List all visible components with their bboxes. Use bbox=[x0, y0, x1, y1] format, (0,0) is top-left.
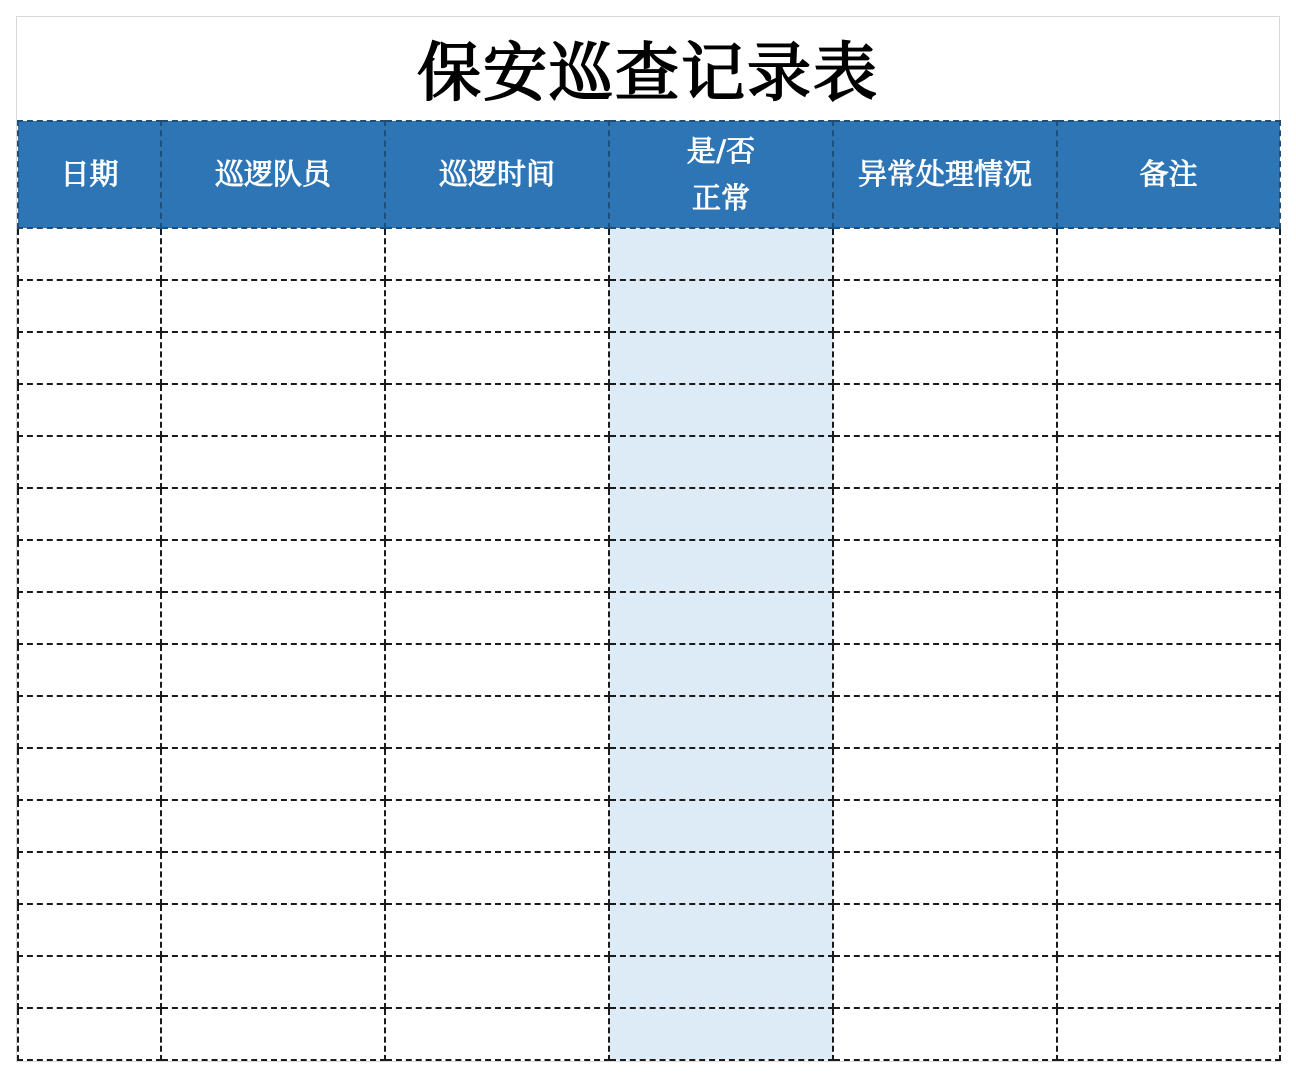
cell-is-normal[interactable] bbox=[609, 644, 833, 696]
cell-patrol-member[interactable] bbox=[161, 436, 385, 488]
patrol-record-table bbox=[17, 120, 1281, 1061]
cell-remarks[interactable] bbox=[1057, 800, 1280, 852]
cell-abnormal-handling[interactable] bbox=[833, 540, 1057, 592]
cell-remarks[interactable] bbox=[1057, 696, 1280, 748]
cell-abnormal-handling[interactable] bbox=[833, 904, 1057, 956]
table-row bbox=[18, 1008, 1280, 1060]
cell-date[interactable] bbox=[18, 592, 161, 644]
cell-remarks[interactable] bbox=[1057, 384, 1280, 436]
cell-date[interactable] bbox=[18, 384, 161, 436]
cell-remarks[interactable] bbox=[1057, 852, 1280, 904]
cell-patrol-time[interactable] bbox=[385, 904, 609, 956]
cell-abnormal-handling[interactable] bbox=[833, 488, 1057, 540]
cell-patrol-time[interactable] bbox=[385, 540, 609, 592]
table-row bbox=[18, 280, 1280, 332]
table-row bbox=[18, 904, 1280, 956]
cell-patrol-time[interactable] bbox=[385, 800, 609, 852]
cell-abnormal-handling[interactable] bbox=[833, 384, 1057, 436]
cell-remarks[interactable] bbox=[1057, 280, 1280, 332]
table-row bbox=[18, 852, 1280, 904]
cell-is-normal[interactable] bbox=[609, 800, 833, 852]
cell-date[interactable] bbox=[18, 280, 161, 332]
cell-patrol-member[interactable] bbox=[161, 748, 385, 800]
header-date: 日期 bbox=[18, 121, 161, 228]
cell-date[interactable] bbox=[18, 1008, 161, 1060]
header-abnormal-handling: 异常处理情况 bbox=[833, 121, 1057, 228]
cell-patrol-member[interactable] bbox=[161, 852, 385, 904]
cell-patrol-member[interactable] bbox=[161, 592, 385, 644]
table-row bbox=[18, 488, 1280, 540]
header-row bbox=[18, 121, 1280, 228]
cell-abnormal-handling[interactable] bbox=[833, 800, 1057, 852]
cell-is-normal[interactable] bbox=[609, 488, 833, 540]
cell-date[interactable] bbox=[18, 436, 161, 488]
cell-is-normal[interactable] bbox=[609, 540, 833, 592]
header-patrol-time: 巡逻时间 bbox=[385, 121, 609, 228]
cell-patrol-member[interactable] bbox=[161, 228, 385, 280]
cell-patrol-time[interactable] bbox=[385, 748, 609, 800]
cell-abnormal-handling[interactable] bbox=[833, 332, 1057, 384]
patrol-record-sheet bbox=[16, 16, 1280, 1062]
header-is-normal: 是/否 正常 bbox=[609, 121, 833, 228]
cell-abnormal-handling[interactable] bbox=[833, 1008, 1057, 1060]
cell-date[interactable] bbox=[18, 228, 161, 280]
cell-is-normal[interactable] bbox=[609, 592, 833, 644]
cell-patrol-member[interactable] bbox=[161, 488, 385, 540]
cell-patrol-time[interactable] bbox=[385, 696, 609, 748]
cell-patrol-time[interactable] bbox=[385, 228, 609, 280]
cell-patrol-time[interactable] bbox=[385, 280, 609, 332]
table-row bbox=[18, 540, 1280, 592]
table-row bbox=[18, 384, 1280, 436]
cell-date[interactable] bbox=[18, 644, 161, 696]
cell-patrol-member[interactable] bbox=[161, 904, 385, 956]
cell-is-normal[interactable] bbox=[609, 1008, 833, 1060]
table-row bbox=[18, 228, 1280, 280]
cell-remarks[interactable] bbox=[1057, 1008, 1280, 1060]
cell-patrol-member[interactable] bbox=[161, 280, 385, 332]
cell-remarks[interactable] bbox=[1057, 436, 1280, 488]
cell-patrol-member[interactable] bbox=[161, 1008, 385, 1060]
cell-abnormal-handling[interactable] bbox=[833, 956, 1057, 1008]
cell-is-normal[interactable] bbox=[609, 748, 833, 800]
header-patrol-member: 巡逻队员 bbox=[161, 121, 385, 228]
cell-abnormal-handling[interactable] bbox=[833, 228, 1057, 280]
table-row bbox=[18, 592, 1280, 644]
cell-patrol-time[interactable] bbox=[385, 384, 609, 436]
cell-patrol-member[interactable] bbox=[161, 332, 385, 384]
table-row bbox=[18, 644, 1280, 696]
cell-date[interactable] bbox=[18, 904, 161, 956]
table-body bbox=[18, 228, 1280, 1060]
cell-date[interactable] bbox=[18, 696, 161, 748]
cell-remarks[interactable] bbox=[1057, 540, 1280, 592]
cell-is-normal[interactable] bbox=[609, 280, 833, 332]
cell-patrol-member[interactable] bbox=[161, 956, 385, 1008]
cell-is-normal[interactable] bbox=[609, 228, 833, 280]
table-row bbox=[18, 748, 1280, 800]
cell-abnormal-handling[interactable] bbox=[833, 748, 1057, 800]
cell-abnormal-handling[interactable] bbox=[833, 852, 1057, 904]
cell-date[interactable] bbox=[18, 748, 161, 800]
cell-is-normal[interactable] bbox=[609, 384, 833, 436]
cell-patrol-member[interactable] bbox=[161, 540, 385, 592]
cell-patrol-time[interactable] bbox=[385, 852, 609, 904]
cell-remarks[interactable] bbox=[1057, 748, 1280, 800]
cell-date[interactable] bbox=[18, 488, 161, 540]
cell-patrol-member[interactable] bbox=[161, 384, 385, 436]
title-row bbox=[17, 17, 1279, 119]
table-row bbox=[18, 436, 1280, 488]
table-row bbox=[18, 696, 1280, 748]
cell-patrol-time[interactable] bbox=[385, 488, 609, 540]
cell-patrol-time[interactable] bbox=[385, 956, 609, 1008]
header-remarks: 备注 bbox=[1057, 121, 1280, 228]
cell-date[interactable] bbox=[18, 852, 161, 904]
cell-remarks[interactable] bbox=[1057, 228, 1280, 280]
cell-is-normal[interactable] bbox=[609, 904, 833, 956]
cell-date[interactable] bbox=[18, 956, 161, 1008]
cell-remarks[interactable] bbox=[1057, 956, 1280, 1008]
cell-is-normal[interactable] bbox=[609, 696, 833, 748]
cell-is-normal[interactable] bbox=[609, 332, 833, 384]
cell-patrol-time[interactable] bbox=[385, 592, 609, 644]
cell-remarks[interactable] bbox=[1057, 904, 1280, 956]
cell-is-normal[interactable] bbox=[609, 852, 833, 904]
cell-date[interactable] bbox=[18, 800, 161, 852]
cell-remarks[interactable] bbox=[1057, 644, 1280, 696]
cell-patrol-time[interactable] bbox=[385, 1008, 609, 1060]
cell-patrol-time[interactable] bbox=[385, 644, 609, 696]
cell-abnormal-handling[interactable] bbox=[833, 436, 1057, 488]
table-row bbox=[18, 332, 1280, 384]
cell-remarks[interactable] bbox=[1057, 332, 1280, 384]
cell-date[interactable] bbox=[18, 540, 161, 592]
cell-is-normal[interactable] bbox=[609, 436, 833, 488]
cell-abnormal-handling[interactable] bbox=[833, 644, 1057, 696]
cell-patrol-member[interactable] bbox=[161, 644, 385, 696]
cell-patrol-member[interactable] bbox=[161, 800, 385, 852]
cell-is-normal[interactable] bbox=[609, 956, 833, 1008]
cell-patrol-time[interactable] bbox=[385, 436, 609, 488]
page-title: 保安巡查记录表 bbox=[417, 37, 879, 111]
cell-remarks[interactable] bbox=[1057, 592, 1280, 644]
cell-abnormal-handling[interactable] bbox=[833, 592, 1057, 644]
cell-date[interactable] bbox=[18, 332, 161, 384]
cell-remarks[interactable] bbox=[1057, 488, 1280, 540]
cell-abnormal-handling[interactable] bbox=[833, 696, 1057, 748]
cell-patrol-member[interactable] bbox=[161, 696, 385, 748]
table-row bbox=[18, 956, 1280, 1008]
table-row bbox=[18, 800, 1280, 852]
cell-patrol-time[interactable] bbox=[385, 332, 609, 384]
cell-abnormal-handling[interactable] bbox=[833, 280, 1057, 332]
